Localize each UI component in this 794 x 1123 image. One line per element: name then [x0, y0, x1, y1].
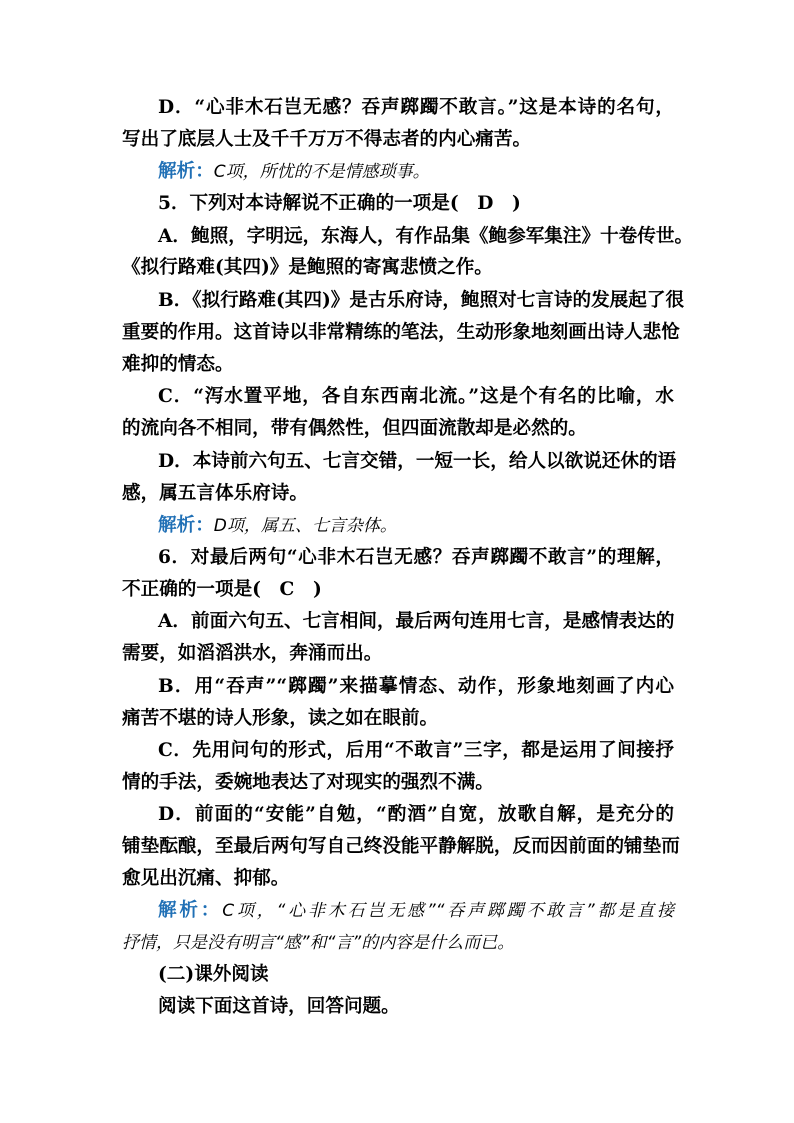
text-line: [122, 129, 531, 151]
line-text: 情的手法，委婉地表达了对现实的强烈不满。: [122, 772, 494, 793]
text-line: [122, 579, 322, 601]
line-text: D项，属五、七言杂体。: [213, 516, 397, 536]
line-text: B．用“吞声”“踯躅”来描摹情态、动作，形象地刻画了内心: [158, 676, 674, 697]
text-line: [122, 708, 438, 730]
line-text: 写出了底层人士及千千万万不得志者的内心痛苦。: [122, 129, 532, 150]
text-line: [122, 836, 680, 858]
text-line: [122, 418, 587, 440]
line-text: 愈见出沉痛、抑郁。: [122, 868, 290, 889]
text-line: [122, 868, 289, 890]
line-text: 5．下列对本诗解说不正确的一项是( D ): [158, 193, 521, 214]
line-text: C项，所忧的不是情感琐事。: [213, 162, 430, 182]
text-line: [158, 290, 685, 312]
line-text: 《拟行路难(其四)》是鲍照的寄寓悲愤之作。: [122, 257, 493, 278]
explanation-line: [158, 515, 397, 537]
line-text: A．前面六句五、七言相间，最后两句连用七言，是感情表达的: [158, 611, 675, 632]
text-line: [158, 996, 400, 1018]
line-text: D．本诗前六句五、七言交错，一短一长，给人以欲说还休的语: [158, 451, 677, 472]
text-line: [158, 451, 677, 473]
line-text: C．先用问句的形式，后用“不敢言”三字，都是运用了间接抒: [158, 740, 674, 761]
text-line: [158, 676, 674, 698]
text-line: [122, 322, 680, 344]
line-text: 需要，如滔滔洪水，奔涌而出。: [122, 643, 383, 664]
explanation-line: [158, 161, 430, 183]
text-line: [158, 547, 674, 569]
text-line: [158, 740, 674, 762]
text-line: [158, 193, 521, 215]
explanation-line: [158, 900, 674, 922]
line-text: 6．对最后两句“心非木石岂无感？吞声踯躅不敢言”的理解，: [158, 547, 674, 568]
line-text: 阅读下面这首诗，回答问题。: [158, 996, 400, 1017]
line-text: 重要的作用。这首诗以非常精练的笔法，生动形象地刻画出诗人悲怆: [122, 322, 680, 343]
line-text: C．“泻水置平地，各自东西南北流。”这是个有名的比喻，水: [158, 386, 674, 407]
text-line: [122, 772, 494, 794]
line-text: 的流向各不相同，带有偶然性，但四面流散却是必然的。: [122, 418, 587, 439]
text-line: [158, 964, 269, 986]
line-text: 难抑的情态。: [122, 354, 234, 375]
text-line: [122, 257, 493, 279]
line-text: 感，属五言体乐府诗。: [122, 483, 308, 504]
text-line: [158, 804, 674, 826]
text-line: [158, 226, 694, 248]
explanation-line: [122, 932, 514, 954]
text-line: [122, 643, 382, 665]
explanation-label: 解析：: [158, 900, 223, 921]
text-line: [158, 611, 674, 633]
line-text: B．《拟行路难(其四)》是古乐府诗，鲍照对七言诗的发展起了很: [158, 290, 685, 311]
explanation-label: 解析：: [158, 515, 214, 536]
line-text: (二)课外阅读: [158, 964, 269, 985]
line-text: C项，“心非木石岂无感”“吞声踯躅不敢言”都是直接: [222, 901, 674, 921]
text-line: [158, 97, 674, 119]
text-line: [122, 483, 308, 505]
line-text: 痛苦不堪的诗人形象，读之如在眼前。: [122, 708, 439, 729]
text-line: [122, 354, 234, 376]
line-text: 不正确的一项是( C ): [122, 579, 322, 600]
line-text: A．鲍照，字明远，东海人，有作品集《鲍参军集注》十卷传世。: [158, 226, 694, 247]
explanation-label: 解析：: [158, 161, 214, 182]
line-text: D．“心非木石岂无感？吞声踯躅不敢言。”这是本诗的名句，: [158, 97, 674, 118]
line-text: D．前面的“安能”自勉，“酌酒”自宽，放歌自解，是充分的: [158, 804, 674, 825]
text-line: [158, 386, 674, 408]
line-text: 铺垫酝酿，至最后两句写自己终没能平静解脱，反而因前面的铺垫而: [122, 836, 680, 857]
line-text: 抒情，只是没有明言“感”和“言”的内容是什么而已。: [122, 933, 515, 953]
